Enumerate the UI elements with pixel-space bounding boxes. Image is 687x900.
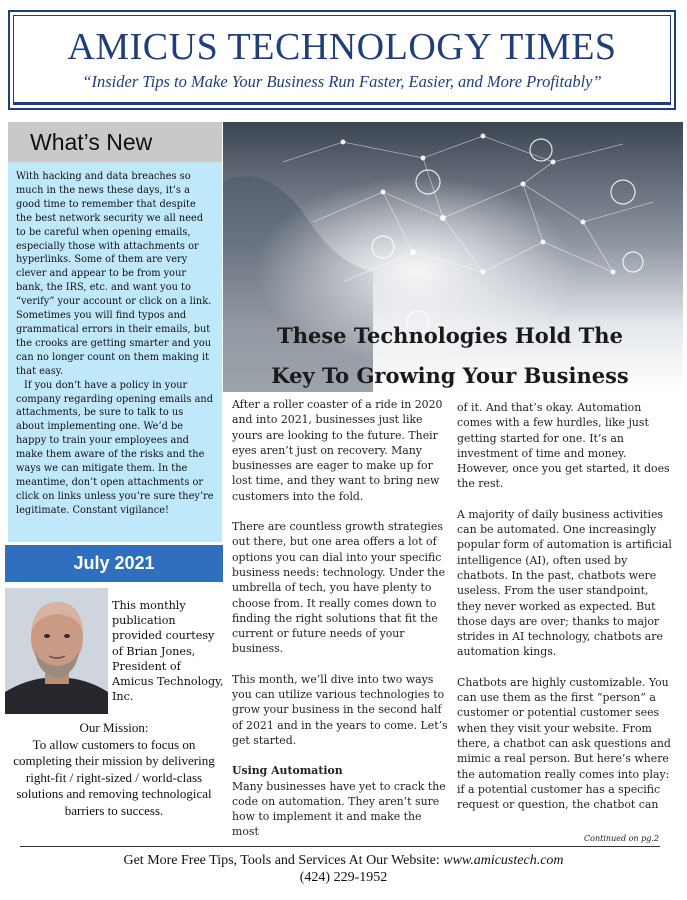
mission-text: To allow customers to focus on completing their mission by delivering right-fit / right-sized / world-class solutions and removing technological barriers to success.	[13, 736, 215, 818]
issue-month-banner	[5, 545, 223, 582]
footer-promo: Get More Free Tips, Tools and Services At Our Website:	[123, 853, 440, 868]
whats-new-heading: What’s New	[30, 129, 153, 155]
masthead	[8, 10, 676, 110]
article-paragraph: There are countless growth strategies out there, but one area offers a lot of options you can dial into your specific business needs: technology. Under the umbrella of tech, you have plenty to choose from. It really comes down to finding the right solutions that fit the current or future needs of your business.	[232, 520, 446, 656]
author-photo-image	[5, 588, 108, 714]
newsletter-tagline: “Insider Tips to Make Your Business Run Faster, Easier, and More Profitably”	[82, 72, 602, 91]
article-paragraph: of it. And that’s okay. Automation comes with a few hurdles, like just getting started for one. It’s an investment of time and money. However, once you get started, it does the rest.	[457, 401, 670, 491]
headline-line-1: These Technologies Hold The	[277, 323, 623, 348]
article-paragraph: Many businesses have yet to crack the code on automation. They aren’t sure how to implement it and make the most	[232, 779, 446, 839]
headline-line-2: Key To Growing Your Business	[271, 363, 629, 388]
article-column-1	[232, 397, 448, 855]
author-photo	[5, 588, 108, 714]
article-paragraph: A majority of daily business activities can be automated. One increasingly popular form of automation is artificial intelligence (AI), often used by chatbots. In the past, chatbots were useless. From the user standpoint, they never worked as expected. But those days are over; thanks to major strides in AI technology, chatbots are automation kings.	[457, 507, 672, 659]
whats-new-paragraph: If you don’t have a policy in your company regarding opening emails and attachments, be sure to talk to us about implementing one. We’d be happy to train your employees and make them aware of the risks and the ways we can mitigate them. In the meantime, don’t open attachments or click on links unless you’re sure they’re legitimate. Constant vigilance!	[16, 379, 214, 516]
article-column-2	[457, 400, 673, 827]
whats-new-paragraph: With hacking and data breaches so much in the news these days, it’s a good time to remember that despite the best network security we all need to be careful when opening emails, especially those with attachments or hyperlinks. Some of them are very clever and appear to be from your bank, the IRS, etc. and want you to “verify” your account or click on a link. Sometimes you will find typos and grammatical errors in their emails, but the crooks are getting smarter and you can no longer count on them making it that easy.	[16, 171, 212, 377]
whats-new-header	[8, 122, 222, 162]
article-headline	[225, 316, 675, 396]
article-paragraph: After a roller coaster of a ride in 2020 and into 2021, businesses just like yours are looking to the future. Their eyes aren’t just on recovery. Many businesses are eager to make up for lost time, and they want to bring new customers into the fold.	[232, 398, 443, 503]
mission-statement	[5, 720, 223, 819]
footer-line	[0, 852, 687, 869]
masthead-frame	[13, 15, 671, 105]
issue-month: July 2021	[73, 553, 155, 573]
courtesy-note: This monthly publication provided courtesy of Brian Jones, President of Amicus Technology, Inc.	[112, 599, 224, 704]
footer	[0, 852, 687, 886]
newsletter-title: AMICUS TECHNOLOGY TIMES	[67, 26, 617, 68]
whats-new-box	[8, 162, 222, 542]
article-paragraph: Chatbots are highly customizable. You can use them as the first “person” a customer or potential customer sees when they visit your website. From there, a chatbot can ask questions and mimic a real person. But here’s where the automation really comes into play: if a potential customer has a specific request or question, the chatbot can	[457, 675, 671, 812]
article-paragraph: This month, we’ll dive into two ways you can utilize various technologies to grow your business in the second half of 2021 and in the years to come. Let’s get started.	[232, 672, 448, 747]
footer-divider	[20, 846, 660, 847]
website-link[interactable]: www.amicustech.com	[443, 853, 564, 868]
section-subheading: Using Automation	[232, 764, 343, 778]
footer-phone: (424) 229-1952	[299, 870, 388, 885]
continued-note: Continued on pg.2	[584, 834, 659, 843]
mission-heading: Our Mission:	[79, 720, 149, 735]
